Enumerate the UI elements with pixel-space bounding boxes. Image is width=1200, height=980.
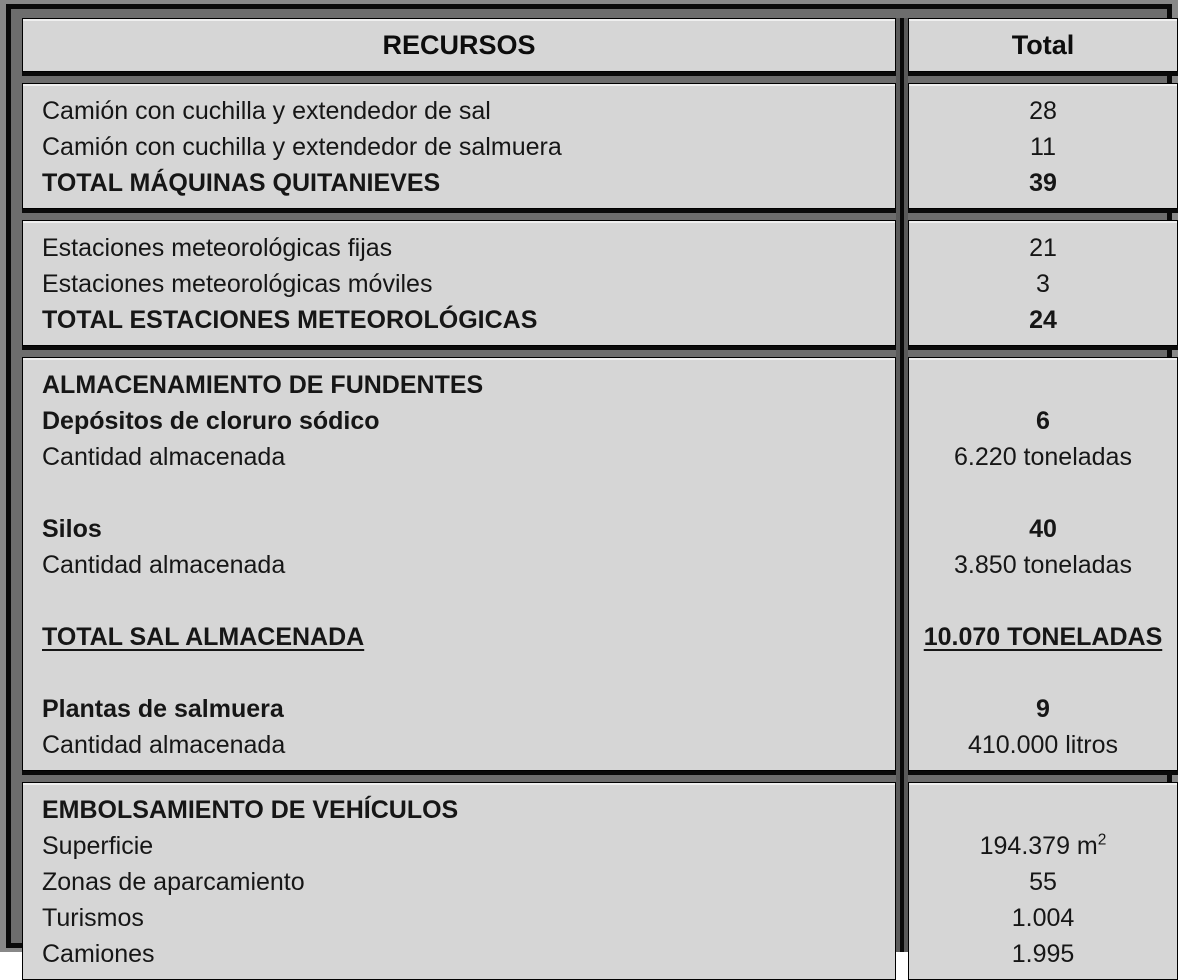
section-separator <box>22 346 1178 357</box>
row-spacer <box>909 655 1177 691</box>
row-spacer <box>909 367 1177 403</box>
row-spacer <box>23 583 895 619</box>
row-label-text: TOTAL SAL ALMACENADA <box>42 623 365 651</box>
row-value <box>909 619 1177 655</box>
row-value: 9 <box>1036 695 1050 723</box>
section-almacenamiento-de-fundentes-values <box>908 357 1178 771</box>
row-value: 1.004 <box>1011 904 1075 932</box>
section-embolsamiento-de-vehiculos-labels <box>22 782 896 980</box>
section-estaciones-meteorologicas <box>22 220 1178 346</box>
row-value: 410.000 litros <box>967 731 1119 759</box>
row-value-text: 194.379 $m^2$ <box>979 831 1107 860</box>
row-value: 1.995 <box>1011 940 1075 968</box>
row-label: Estaciones meteorológicas móviles <box>42 270 433 298</box>
row-label: Camión con cuchilla y extendedor de salmuera <box>42 133 562 161</box>
section-almacenamiento-de-fundentes-labels <box>22 357 896 771</box>
row-label: TOTAL MÁQUINAS QUITANIEVES <box>42 169 441 197</box>
row-label: Cantidad almacenada <box>42 443 286 471</box>
row-label: TOTAL ESTACIONES METEOROLÓGICAS <box>42 306 538 334</box>
section-maquinas-quitanieves-labels <box>22 83 896 209</box>
header-resources: RECURSOS <box>382 30 536 60</box>
section-separator <box>22 72 1178 83</box>
section-maquinas-quitanieves-values <box>908 83 1178 209</box>
row-value-text: 10.070 TONELADAS <box>923 623 1163 651</box>
row-label: Cantidad almacenada <box>42 731 286 759</box>
section-embolsamiento-de-vehiculos-values <box>908 782 1178 980</box>
row-value: 28 <box>1029 97 1057 125</box>
row-label: Plantas de salmuera <box>42 695 284 723</box>
table-outer-border <box>6 4 1172 968</box>
row-value: 39 <box>1029 169 1057 197</box>
row-value: 24 <box>1029 306 1057 334</box>
row-label: EMBOLSAMIENTO DE VEHÍCULOS <box>42 796 459 824</box>
row-label: Zonas de aparcamiento <box>42 868 305 896</box>
table-header-labels <box>22 18 896 72</box>
row-label: Silos <box>42 515 102 543</box>
section-embolsamiento-de-vehiculos <box>22 782 1178 980</box>
row-value: 6 <box>1036 407 1050 435</box>
header-total: Total <box>1011 30 1075 60</box>
row-value: 55 <box>1029 868 1057 896</box>
section-estaciones-meteorologicas-labels <box>22 220 896 346</box>
row-value: 6.220 toneladas <box>954 443 1132 471</box>
row-label: Camiones <box>42 940 155 968</box>
section-separator <box>22 771 1178 782</box>
row-label: Superficie <box>42 832 154 860</box>
row-label: Cantidad almacenada <box>42 551 286 579</box>
row-label: ALMACENAMIENTO DE FUNDENTES <box>42 371 484 399</box>
row-label: Depósitos de cloruro sódico <box>42 407 380 435</box>
row-spacer <box>23 475 895 511</box>
section-estaciones-meteorologicas-values <box>908 220 1178 346</box>
row-spacer <box>23 655 895 691</box>
row-label: Estaciones meteorológicas fijas <box>42 234 393 262</box>
section-almacenamiento-de-fundentes <box>22 357 1178 771</box>
row-spacer <box>909 792 1177 828</box>
section-separator <box>22 209 1178 220</box>
row-value <box>909 828 1177 864</box>
row-value: 11 <box>1030 133 1056 161</box>
row-value: 21 <box>1029 234 1057 262</box>
table-grid <box>22 18 1178 968</box>
row-label <box>23 619 895 655</box>
table-header <box>22 18 1178 72</box>
row-label: Camión con cuchilla y extendedor de sal <box>42 97 491 125</box>
row-value: 40 <box>1029 515 1057 543</box>
row-value: 3.850 toneladas <box>954 551 1132 579</box>
row-value: 3 <box>1036 270 1050 298</box>
row-label: Turismos <box>42 904 144 932</box>
row-spacer <box>909 475 1177 511</box>
row-spacer <box>909 583 1177 619</box>
section-maquinas-quitanieves <box>22 83 1178 209</box>
table-header-values <box>908 18 1178 72</box>
